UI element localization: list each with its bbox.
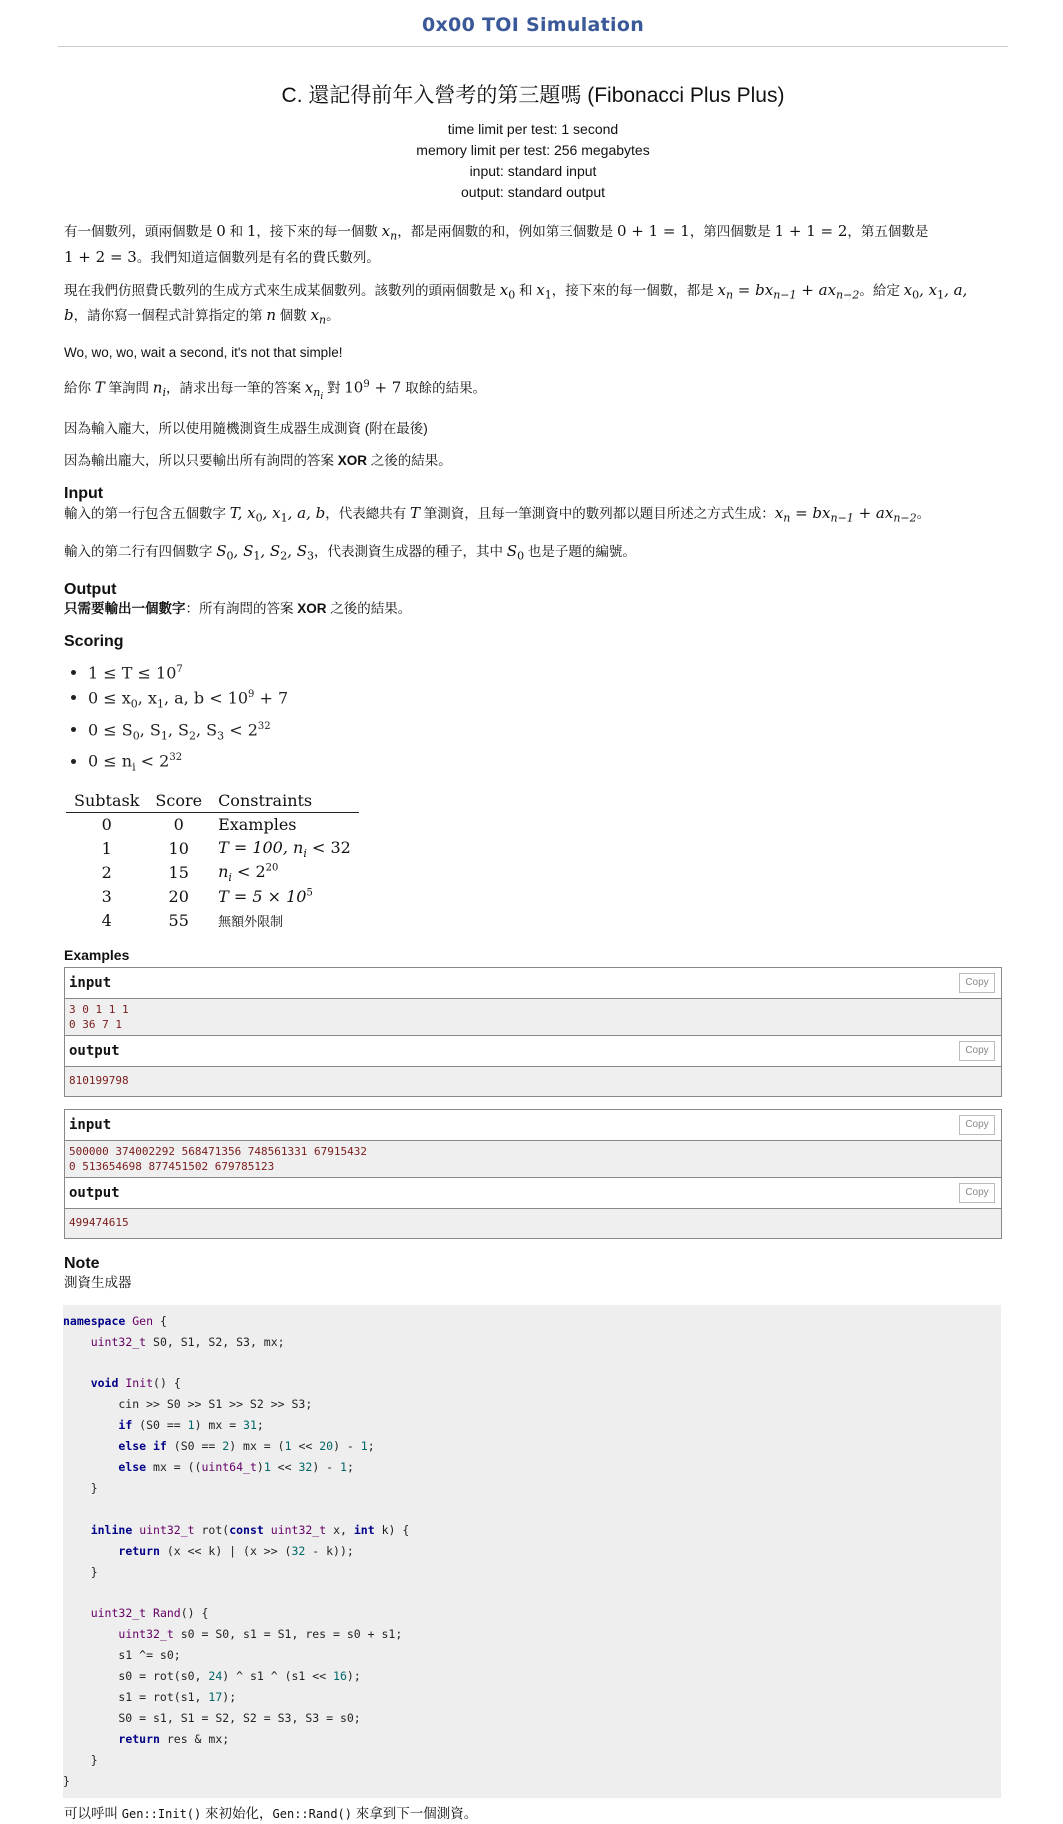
statement-paragraph-6: 因為輸出龐大，所以只要輸出所有詢問的答案 XOR 之後的結果。: [64, 453, 452, 469]
statement-paragraph-2: 現在我們仿照費氏數列的生成方式來生成某個數列。該數列的頭兩個數是 $x_0$ 和 $x_1$，接下來的每一個數，都是 $x_n = bx_{n-1} + ax_{n-2}$。給定 $x_0$, $x_1$, a, b，請你寫一個程式計算指定的第 n 個數 $x_n$。: [64, 280, 968, 328]
output-section-title: Output: [64, 580, 117, 598]
input-line-1: 輸入的第一行包含五個數字 T, $x_0$, $x_1$, a, b，代表總共有 T 筆測資，且每一筆測資中的數列都以題目所述之方式生成：$x_n = bx_{n-1} + ax_{n-2}$。: [64, 504, 931, 526]
subtask-row: 4 55 無額外限制: [101, 911, 284, 931]
example-2: [64, 1109, 1002, 1239]
memory-limit: memory limit per test: 256 megabytes: [416, 142, 650, 158]
scoring-list: [64, 659, 1002, 779]
scoring-item: • $0 \le S_0$, $S_1$, $S_2$, $S_3 < 2^{32}$: [88, 716, 1002, 748]
example-output-header: output Copy: [65, 1036, 1001, 1067]
note-title: Note: [64, 1254, 100, 1272]
statement-paragraph-1: 有一個數列，頭兩個數是 0 和 1，接下來的每一個數 $x_n$，都是兩個數的和，例如第三個數是 0 + 1 = 1，第四個數是 1 + 1 = 2，第五個數是 1 + 2 = 3。我們知道這個數列是有名的費氏數列。: [64, 222, 929, 266]
contest-title[interactable]: 0x00 TOI Simulation: [421, 14, 645, 36]
scoring-section-title: Scoring: [64, 632, 124, 650]
input-section-title: Input: [64, 485, 104, 503]
example-output[interactable]: 810199798: [65, 1067, 1001, 1096]
example-1: [64, 967, 1002, 1097]
input-type: input: standard input: [469, 163, 597, 179]
subtask-header-row: Subtask Score Constraints: [66, 789, 359, 813]
statement-paragraph-4: 給你 T 筆詢問 $n_i$，請求出每一筆的答案 $x_{n_i}$ 對 $10^9 + 7$ 取餘的結果。: [64, 378, 487, 403]
example-input[interactable]: 3 0 1 1 1 0 36 7 1: [65, 999, 1001, 1036]
example-input-header: input Copy: [65, 968, 1001, 999]
subtask-row: 1 10 T = 100, $n_i < 32$: [101, 837, 351, 860]
example-input[interactable]: 500000 374002292 568471356 748561331 67915432 0 513654698 877451502 679785123: [65, 1141, 1001, 1178]
site-header: [58, 0, 1008, 47]
subtask-table: [66, 789, 359, 933]
example-output[interactable]: 499474615: [65, 1209, 1001, 1238]
examples-title: Examples: [64, 946, 130, 963]
subtask-row: 2 15 $n_i < 2^{20}$: [101, 861, 279, 884]
problem-title: C. 還記得前年入營考的第三題嗎 (Fibonacci Plus Plus): [281, 84, 785, 107]
example-output-header: output Copy: [65, 1178, 1001, 1209]
statement-paragraph-3: Wo, wo, wo, wait a second, it's not that simple!: [64, 345, 343, 361]
problem-limits: [64, 119, 1002, 203]
copy-button[interactable]: Copy: [959, 1183, 995, 1203]
time-limit: time limit per test: 1 second: [447, 121, 619, 137]
note-footer: 可以呼叫 Gen::Init() 來初始化，Gen::Rand() 來拿到下一個測資。: [64, 1805, 478, 1821]
output-description: 只需要輸出一個數字：所有詢問的答案 XOR 之後的結果。: [64, 600, 412, 616]
scoring-item: • $0 \le n_i < 2^{32}$: [88, 747, 1002, 779]
note-subtitle: 測資生成器: [64, 1274, 132, 1290]
copy-button[interactable]: Copy: [959, 1041, 995, 1061]
scoring-item: • $1 \le T \le 10^7$: [88, 659, 1002, 684]
scoring-item: • $0 \le x_0$, $x_1$, a, $b < 10^9 + 7$: [88, 684, 1002, 716]
generator-code[interactable]: namespace Gen { uint32_t S0, S1, S2, S3, mx; void Init() { cin >> S0 >> S1 >> S2 >> S3; if (S0 == 1) mx = 31; else if (S0 == 2) mx = (1 << 20) - 1; else mx = ((uint64_t)1 << 32) - 1; } inline uint32_t rot(const uint32_t x, int k) { return (x << k) | (x >> (32 - k)); } uint32_t Rand() { uint32_t s0 = S0, s1 = S1, res = s0 + s1; s1 ^= s0; s0 = rot(s0, 24) ^ s1 ^ (s1 << 16); s1 = rot(s1, 17); S0 = s1, S1 = S2, S2 = S3, S3 = s0; return res & mx; } }: [63, 1305, 1001, 1798]
subtask-row: 3 20 $T = 5 \times 10^5$: [101, 887, 313, 907]
output-type: output: standard output: [461, 184, 605, 200]
statement-paragraph-5: 因為輸入龐大，所以使用隨機測資生成器生成測資 (附在最後): [64, 421, 428, 437]
copy-button[interactable]: Copy: [959, 973, 995, 993]
subtask-row: 0 0 Examples: [101, 815, 297, 835]
example-input-header: input Copy: [65, 1110, 1001, 1141]
problem-statement: [64, 46, 1002, 1824]
copy-button[interactable]: Copy: [959, 1115, 995, 1135]
input-line-2: 輸入的第二行有四個數字 $S_0$, $S_1$, $S_2$, $S_3$，代表測資生成器的種子，其中 $S_0$ 也是子題的編號。: [64, 542, 636, 563]
